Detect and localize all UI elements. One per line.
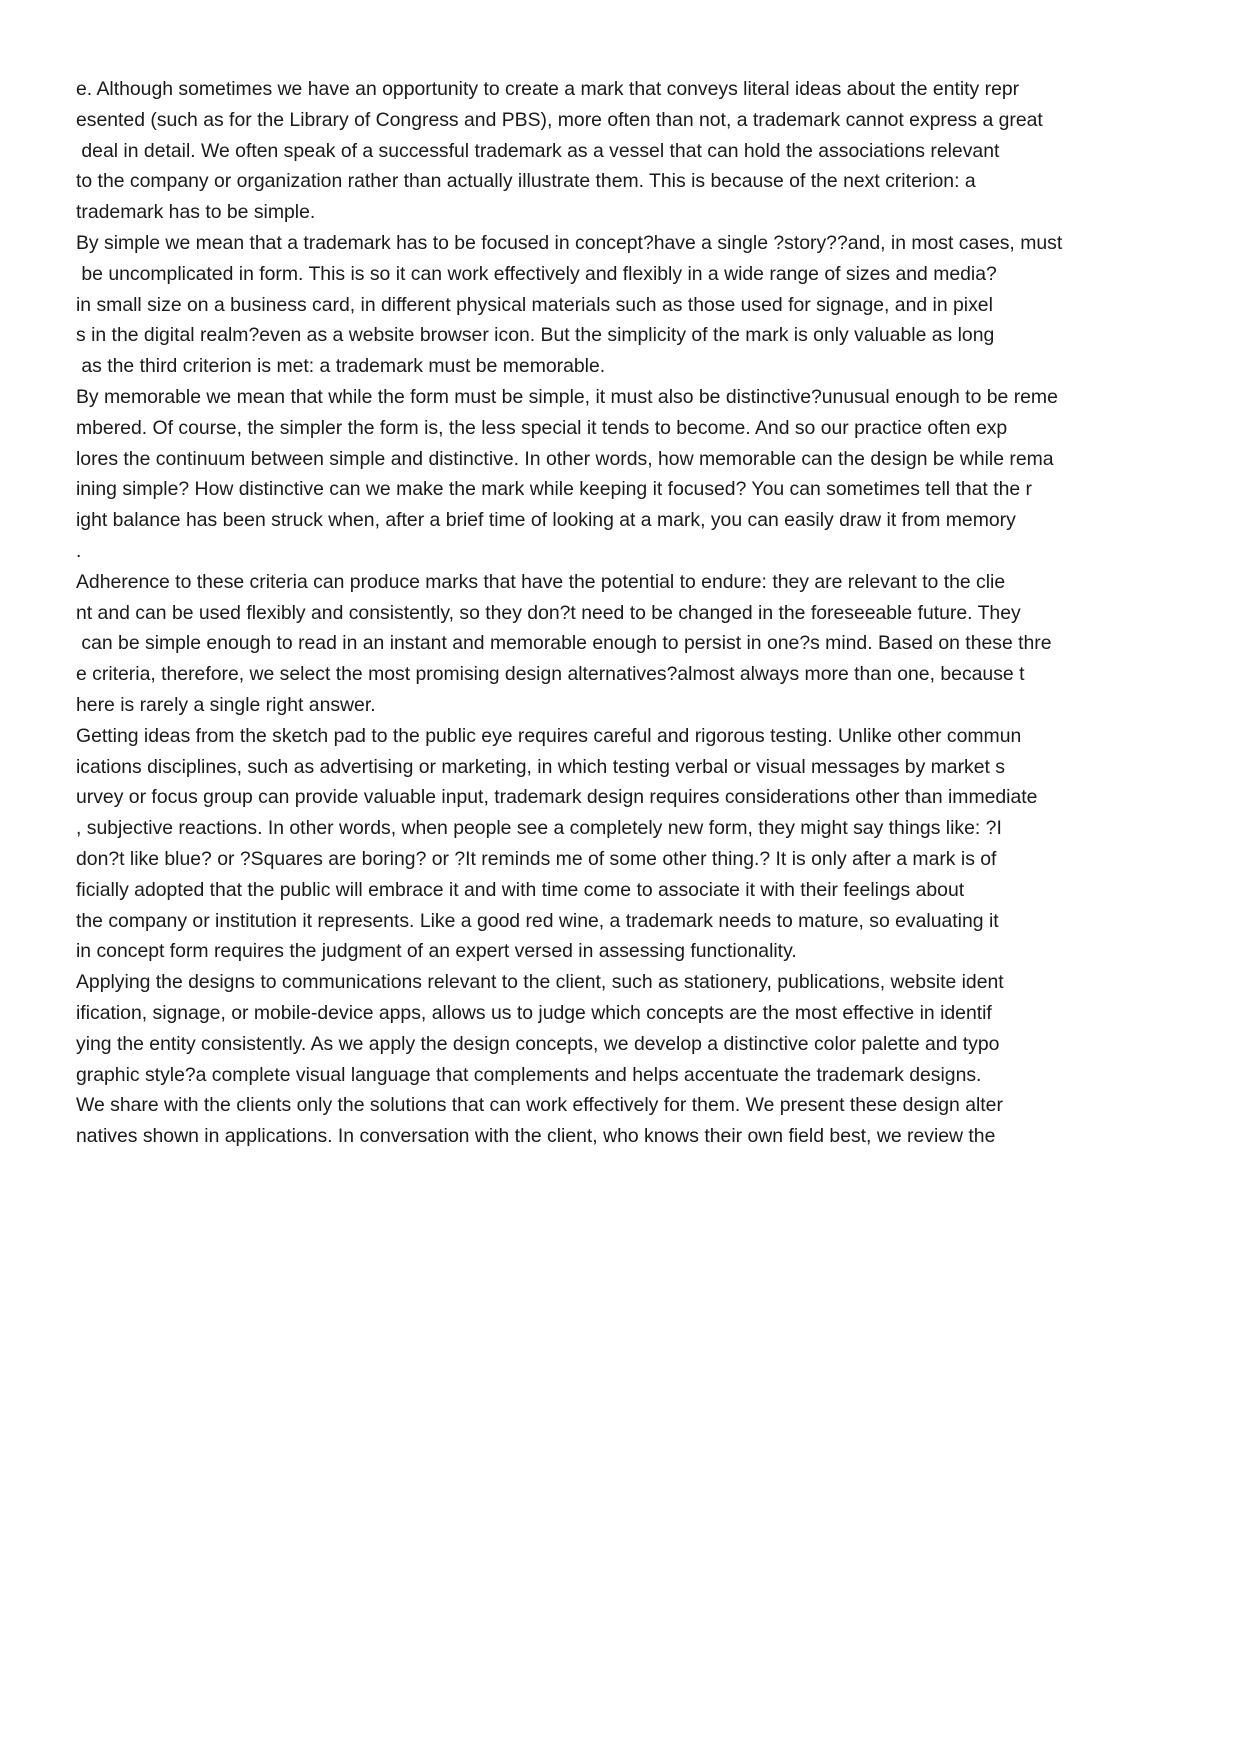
text-line: By memorable we mean that while the form must be simple, it must also be distinctive?unusual enough to be reme [76,385,1058,408]
text-line: ying the entity consistently. As we apply the design concepts, we develop a distinctive color palette and typo [76,1032,1000,1055]
text-line: esented (such as for the Library of Congress and PBS), more often than not, a trademark cannot express a great [76,108,1043,131]
text-line: ight balance has been struck when, after a brief time of looking at a mark, you can easily draw it from memory [76,509,1016,532]
text-line: urvey or focus group can provide valuable input, trademark design requires considerations other than immediate [76,786,1038,809]
text-line: in small size on a business card, in different physical materials such as those used for signage, and in pixel [76,293,993,316]
text-line: natives shown in applications. In conversation with the client, who knows their own field best, we review the [76,1125,996,1148]
document-page [76,74,1206,1152]
text-line: We share with the clients only the solutions that can work effectively for them. We present these design alter [76,1094,1003,1117]
text-line: as the third criterion is met: a trademark must be memorable. [76,355,606,378]
text-line: Getting ideas from the sketch pad to the public eye requires careful and rigorous testing. Unlike other commun [76,724,1022,747]
text-line: By simple we mean that a trademark has to be focused in concept?have a single ?story??and, in most cases, must [76,231,1063,254]
text-line: the company or institution it represents. Like a good red wine, a trademark needs to mature, so evaluating it [76,909,999,932]
text-line: deal in detail. We often speak of a successful trademark as a vessel that can hold the associations relevant [76,139,1000,162]
text-line: ification, signage, or mobile-device apps, allows us to judge which concepts are the most effective in identif [76,1001,992,1024]
text-line: don?t like blue? or ?Squares are boring? or ?It reminds me of some other thing.? It is only after a mark is of [76,847,997,870]
text-line: nt and can be used flexibly and consistently, so they don?t need to be changed in the foreseeable future. They [76,601,1021,624]
text-line: e criteria, therefore, we select the most promising design alternatives?almost always more than one, because t [76,663,1025,686]
text-line: ications disciplines, such as advertising or marketing, in which testing verbal or visual messages by market s [76,755,1005,778]
text-line: Applying the designs to communications relevant to the client, such as stationery, publications, website ident [76,971,1004,994]
text-line: lores the continuum between simple and distinctive. In other words, how memorable can the design be while rema [76,447,1054,470]
text-line: s in the digital realm?even as a website browser icon. But the simplicity of the mark is only valuable as long [76,324,995,347]
text-line: , subjective reactions. In other words, when people see a completely new form, they might say things like: ?I [76,817,1002,840]
text-line: ficially adopted that the public will embrace it and with time come to associate it with their feelings about [76,878,965,901]
text-line: . [76,539,82,562]
text-line: can be simple enough to read in an instant and memorable enough to persist in one?s mind. Based on these thre [76,632,1052,655]
text-line: ining simple? How distinctive can we make the mark while keeping it focused? You can sometimes tell that the r [76,478,1033,501]
text-line: e. Although sometimes we have an opportunity to create a mark that conveys literal ideas about the entity repr [76,78,1020,100]
text-line: graphic style?a complete visual language that complements and helps accentuate the trademark designs. [76,1063,982,1086]
text-line: trademark has to be simple. [76,201,316,224]
text-line: to the company or organization rather than actually illustrate them. This is because of the next criterion: a [76,170,976,193]
text-line: be uncomplicated in form. This is so it can work effectively and flexibly in a wide range of sizes and media? [76,262,997,285]
text-line: Adherence to these criteria can produce marks that have the potential to endure: they are relevant to the clie [76,570,1006,593]
text-line: mbered. Of course, the simpler the form is, the less special it tends to become. And so our practice often exp [76,416,1008,439]
text-line: in concept form requires the judgment of an expert versed in assessing functionality. [76,940,797,963]
text-line: here is rarely a single right answer. [76,693,376,716]
